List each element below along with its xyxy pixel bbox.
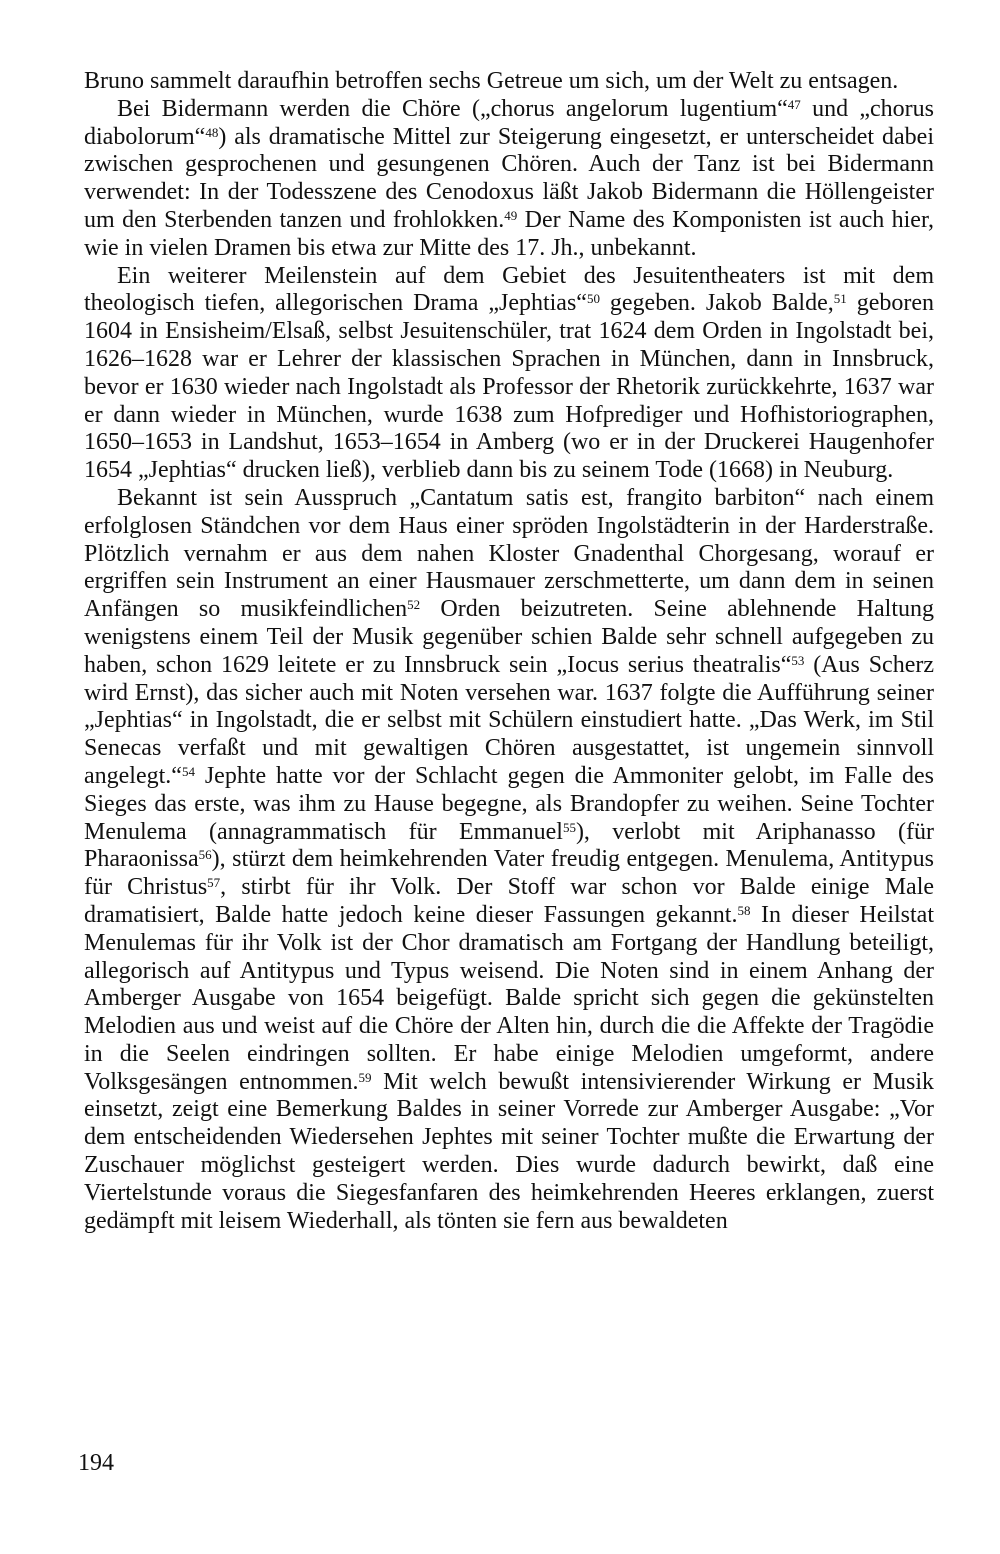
footnote-marker: 54 bbox=[181, 763, 195, 779]
footnote-marker: 47 bbox=[787, 96, 801, 112]
page-body bbox=[84, 68, 934, 1235]
text-run: In dieser Heilstat Menulemas für ihr Volk ist der Chor dramatisch am Fortgang der Handlung beteiligt, allegorisch auf Antitypus und Typus weisend. Die Noten sind in einem Anhang der Amberger Ausgabe von 1654 beigefügt. Balde spricht sich gegen die gekünstelten Melodien aus und weist auf die Chöre der Alten hin, durch die die Affekte der Tragödie in die Seelen eindringen sollten. Er habe einige Melodien umgeformt, andere Volksgesängen entnommen. bbox=[84, 901, 935, 1095]
paragraph bbox=[84, 485, 934, 1236]
footnote-marker: 48 bbox=[205, 124, 219, 140]
footnote-marker: 56 bbox=[198, 847, 212, 863]
page-number: 194 bbox=[78, 1450, 114, 1476]
footnote-marker: 58 bbox=[737, 902, 751, 918]
text-run: ), verlobt mit Ariphanasso (für Pharaonissa bbox=[84, 818, 934, 873]
text-run: Jephte hatte vor der Schlacht gegen die Ammoniter gelobt, im Falle des Sieges das erste, was ihm zu Hause begegne, als Brandopfer zu weihen. Seine Tochter Menulema (annagrammatisch für Emmanuel bbox=[84, 762, 934, 845]
text-run: ) als dramatische Mittel zur Steigerung eingesetzt, er unterscheidet dabei zwischen gesprochenen und gesungenen Chören. Auch der Tanz ist bei Bidermann verwendet: In der Todesszene des Cenodoxus läßt Jakob Bidermann die Höllengeister um den Sterbenden tanzen und frohlokken. bbox=[84, 123, 934, 233]
text-run: Ein weiterer Meilenstein auf dem Gebiet des Jesuitentheaters ist mit dem theologisch tiefen, allegorischen Drama „Jephtias“ bbox=[84, 262, 934, 317]
paragraph bbox=[84, 263, 934, 485]
footnote-marker: 50 bbox=[586, 291, 600, 307]
footnote-marker: 59 bbox=[358, 1069, 372, 1085]
paragraph bbox=[84, 68, 934, 96]
text-run: geboren 1604 in Ensisheim/Elsaß, selbst Jesuitenschüler, trat 1624 dem Orden in Ingolstadt bei, 1626–1628 war er Lehrer der klassischen Sprachen in München, dann in Innsbruck, bevor er 1630 wieder nach Ingolstadt als Professor der Rhetorik zurückkehrte, 1637 war er dann wieder in München, wurde 1638 zum Hofprediger und Hofhistoriographen, 1650–1653 in Landshut, 1653–1654 in Amberg (wo er in der Druckerei Haugenhofer 1654 „Jephtias“ drucken ließ), verblieb dann bis zu seinem Tode (1668) in Neuburg. bbox=[84, 290, 934, 484]
text-run: Bekannt ist sein Ausspruch „Cantatum satis est, frangito barbiton“ nach einem erfolglosen Ständchen vor dem Haus einer spröden Ingolstädterin in der Harderstraße. Plötzlich vernahm er aus dem nahen Kloster Gnadenthal Chorgesang, worauf er ergriffen sein Instrument an einer Hausmauer zerschmetterte, um dann dem in seinen Anfängen so musikfeindlichen bbox=[84, 484, 934, 623]
footnote-marker: 52 bbox=[407, 597, 421, 612]
text-run: Mit welch bewußt intensivierender Wirkung er Musik einsetzt, zeigt eine Bemerkung Baldes in seiner Vorrede zur Amberger Ausgabe: „Vor dem entscheidenden Wiedersehen Jephtes mit seiner Tochter mußte die Erwartung der Zuschauer möglichst gesteigert werden. Dies wurde dadurch bewirkt, daß eine Viertelstunde voraus die Siegesfanfaren des heimkehrenden Heeres erklangen, zuerst gedämpft mit leisem Wiederhall, als tönten sie fern aus bewaldeten bbox=[84, 1068, 934, 1234]
text-run: Bei Bidermann werden die Chöre („chorus angelorum lugentium“ bbox=[117, 95, 788, 122]
text-run: Orden beizutreten. Seine ablehnende Haltung wenigstens einem Teil der Musik gegenüber schien Balde sehr schnell aufgegeben zu haben, schon 1629 leitete er zu Innsbruck sein „Iocus serius theatralis“ bbox=[84, 596, 934, 678]
text-run: ), stürzt dem heimkehrenden Vater freudig entgegen. Menulema, Antitypus für Christus bbox=[84, 846, 934, 901]
text-run: gegeben. Jakob Balde, bbox=[599, 290, 834, 317]
text-run: , stirbt für ihr Volk. Der Stoff war schon vor Balde einige Male dramatisiert, Balde hatte jedoch keine dieser Fassungen gekannt. bbox=[84, 874, 935, 928]
text-run: Bruno sammelt daraufhin betroffen sechs Getreue um sich, um der Welt zu entsagen. bbox=[84, 68, 899, 94]
text-run: und „chorus diabolorum“ bbox=[84, 95, 934, 150]
footnote-marker: 55 bbox=[562, 819, 576, 835]
text-run: Der Name des Komponisten ist auch hier, wie in vielen Dramen bis etwa zur Mitte des 17. Jh., unbekannt. bbox=[84, 206, 934, 261]
body-text bbox=[84, 68, 934, 1235]
text-run: (Aus Scherz wird Ernst), das sicher auch mit Noten versehen war. 1637 folgte die Aufführung seiner „Jephtias“ in Ingolstadt, die er selbst mit Schülern einstudiert hatte. „Das Werk, im Stil Senecas verfaßt und mit gewaltigen Chören ausgestattet, ist ungemein sinnvoll angelegt.“ bbox=[84, 651, 934, 789]
paragraph bbox=[84, 96, 934, 263]
footnote-marker: 57 bbox=[207, 874, 221, 890]
footnote-marker: 53 bbox=[791, 652, 805, 668]
footnote-marker: 49 bbox=[504, 207, 518, 223]
footnote-marker: 51 bbox=[833, 291, 847, 307]
